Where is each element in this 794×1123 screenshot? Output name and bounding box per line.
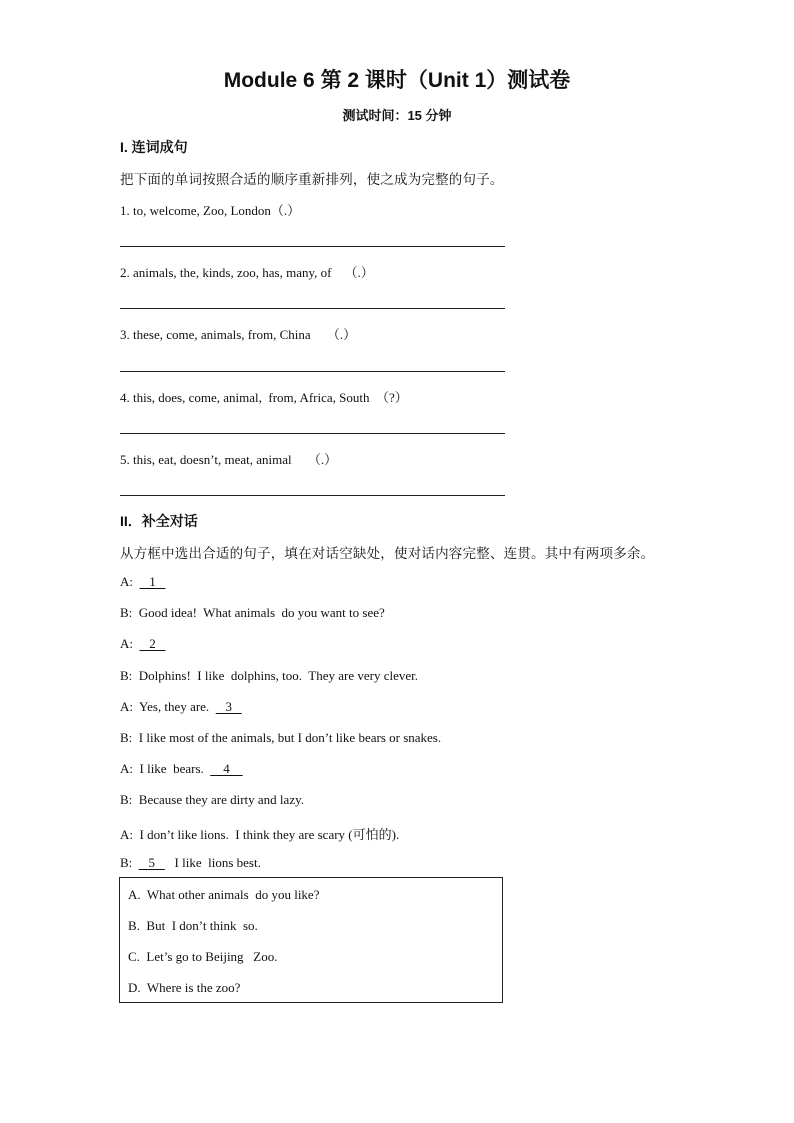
dialogue-text: Good idea! What animals do you want to see?: [132, 605, 385, 620]
dialogue-text: I like lions best.: [164, 855, 261, 870]
dialogue-line: [120, 668, 418, 684]
option-a: A. What other animals do you like?: [128, 887, 320, 902]
question-2: 2. animals, the, kinds, zoo, has, many, of （.）: [120, 265, 374, 280]
dialogue-line: [120, 824, 399, 843]
speaker-label: B:: [120, 792, 133, 807]
blank-4[interactable]: 4: [210, 761, 243, 776]
dialogue-line: [120, 792, 304, 808]
dialogue-line: [120, 574, 166, 590]
speaker-label: B:: [120, 668, 133, 683]
blank-5[interactable]: 5: [138, 855, 165, 870]
test-duration: 测试时间：15 分钟: [342, 108, 452, 123]
section1-heading: I. 连词成句: [120, 139, 188, 155]
dialogue-text: I like most of the animals, but I don’t like bears or snakes.: [132, 730, 442, 745]
dialogue-text: I like bears.: [133, 761, 211, 776]
dialogue-line: [120, 730, 441, 746]
dialogue-line: [120, 699, 242, 715]
section1-instruction: 把下面的单词按照合适的顺序重新排列，使之成为完整的句子。: [120, 172, 504, 188]
dialogue-line: [120, 855, 261, 871]
answer-line-1[interactable]: [120, 246, 505, 247]
dialogue-text: I don’t like lions. I think they are scary (可怕的).: [133, 827, 400, 842]
answer-line-3[interactable]: [120, 371, 505, 372]
option-b: B. But I don’t think so.: [128, 918, 258, 933]
answer-line-2[interactable]: [120, 308, 505, 309]
answer-line-4[interactable]: [120, 433, 505, 434]
options-box: [119, 877, 503, 1003]
speaker-label: A:: [120, 699, 133, 714]
speaker-label: B:: [120, 855, 133, 870]
section2-heading: II．补全对话: [120, 513, 198, 529]
speaker-label: A:: [120, 636, 133, 651]
dialogue-line: [120, 605, 385, 621]
page-title: Module 6 第 2 课时（Unit 1）测试卷: [223, 69, 571, 92]
speaker-label: A:: [120, 574, 133, 589]
question-5: 5. this, eat, doesn’t, meat, animal （.）: [120, 452, 338, 467]
speaker-label: B:: [120, 730, 133, 745]
speaker-label: B:: [120, 605, 133, 620]
speaker-label: A:: [120, 761, 133, 776]
speaker-label: A:: [120, 827, 133, 842]
dialogue-line: [120, 636, 166, 652]
answer-line-5[interactable]: [120, 495, 505, 496]
option-c: C. Let’s go to Beijing Zoo.: [128, 949, 278, 964]
blank-1[interactable]: 1: [139, 574, 166, 589]
question-1: 1. to, welcome, Zoo, London（.）: [120, 203, 301, 218]
option-d: D. Where is the zoo?: [128, 980, 241, 995]
dialogue-text: Dolphins! I like dolphins, too. They are very clever.: [132, 668, 418, 683]
blank-3[interactable]: 3: [215, 699, 242, 714]
question-3: 3. these, come, animals, from, China （.）: [120, 327, 357, 342]
dialogue-text: Because they are dirty and lazy.: [132, 792, 304, 807]
question-4: 4. this, does, come, animal, from, Africa, South （?）: [120, 390, 408, 405]
dialogue-text: Yes, they are.: [133, 699, 216, 714]
blank-2[interactable]: 2: [139, 636, 166, 651]
dialogue-line: [120, 761, 243, 777]
section2-instruction: 从方框中选出合适的句子，填在对话空缺处，使对话内容完整、连贯。其中有两项多余。: [120, 546, 655, 562]
